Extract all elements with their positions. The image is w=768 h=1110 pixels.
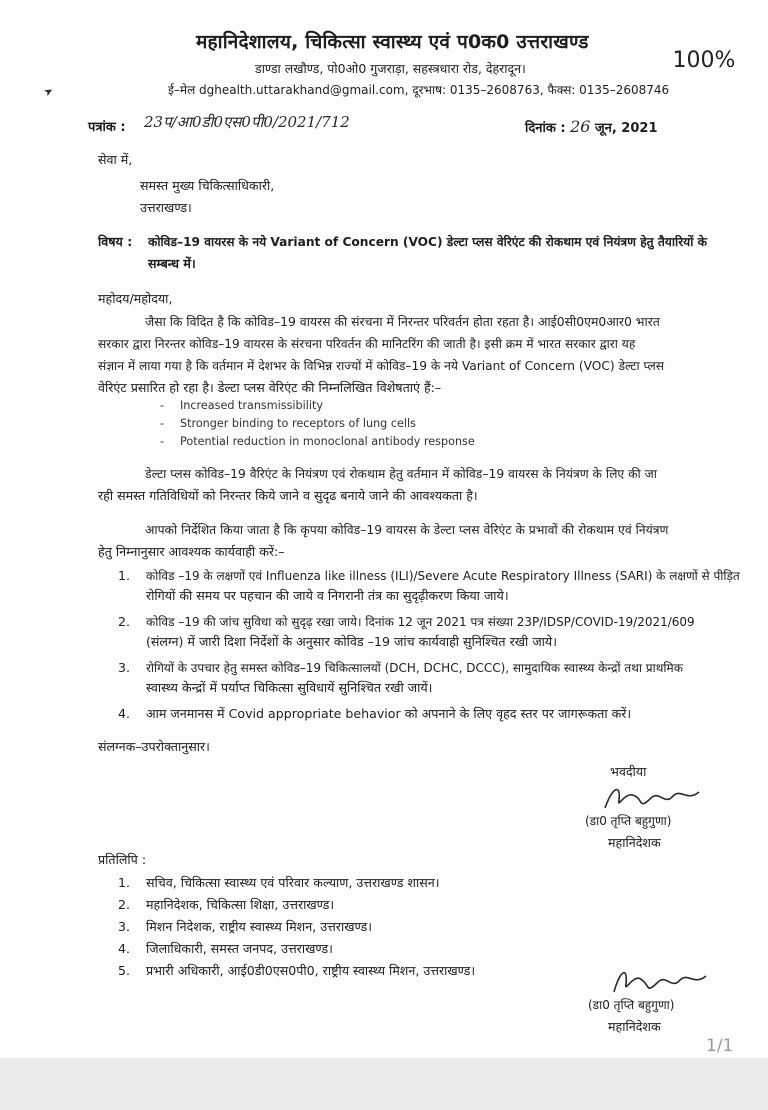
reference-label: पत्रांक : <box>88 120 126 135</box>
signatory-name: (डा0 तृप्ति बहुगुणा) <box>585 814 672 828</box>
action-list <box>118 566 748 730</box>
item-text-line: रोगियों के उपचार हेतु समस्त कोविड–19 चिकित्सालयों (DCH, DCHC, DCCC), सामुदायिक स्वास्थ्य केन्द्रों तथा प्राथमिक <box>146 661 683 675</box>
item-text-line: (संलग्न) में जारी दिशा निर्देशों के अनुसार कोविड –19 जांच कार्यवाही सुनिश्चित रखी जाये। <box>146 634 558 649</box>
item-text-line: आम जनमानस में Covid appropriate behavior को अपनाने के लिए वृहद स्तर पर जागरूकता करें। <box>146 706 632 721</box>
list-item <box>118 872 475 894</box>
date-month-year: जून, 2021 <box>594 121 658 136</box>
enclosure-note: संलग्नक–उपरोक्तानुसार। <box>98 739 210 754</box>
list-item: - Stronger binding to receptors of lung cells <box>160 415 475 433</box>
page-counter: 1/1 <box>706 1036 734 1056</box>
para1-line-1: जैसा कि विदित है कि कोविड–19 वायरस की संरचना में निरन्तर परिवर्तन होता रहता है। आई0सी0एम0आर0 भारत <box>145 314 660 329</box>
item-text: प्रभारी अधिकारी, आई0डी0एस0पी0, राष्ट्रीय स्वास्थ्य मिशन, उत्तराखण्ड। <box>146 963 476 978</box>
closing: भवदीया <box>610 764 647 779</box>
item-number: 4. <box>118 941 131 956</box>
item-text: महानिदेशक, चिकित्सा शिक्षा, उत्तराखण्ड। <box>146 897 335 912</box>
item-text-line: रोगियों की समय पर पहचान की जाये व निगरानी तंत्र का सुदृढ़ीकरण किया जाये। <box>146 588 509 603</box>
para3-line-2: हेतु निम्नानुसार आवश्यक कार्यवाही करें:– <box>98 544 285 559</box>
to-label: सेवा में, <box>98 152 133 167</box>
signatory-name-2: (डा0 तृप्ति बहुगुणा) <box>588 998 675 1012</box>
para1-line-4: वेरिएंट प्रसारित हो रहा है। डेल्टा प्लस वेरिएंट की निम्नलिखित विशेषताएं हैं:– <box>98 380 442 395</box>
list-item <box>118 612 748 652</box>
list-item <box>118 704 748 724</box>
signature-image <box>595 780 715 816</box>
letter-date <box>525 117 658 136</box>
mouse-cursor-icon: ➤ <box>41 83 56 100</box>
item-text: सचिव, चिकित्सा स्वास्थ्य एवं परिवार कल्याण, उत्तराखण्ड शासन। <box>146 875 440 890</box>
department-heading: महानिदेशालय, चिकित्सा स्वास्थ्य एवं प0क0 उत्तराखण्ड <box>196 31 589 53</box>
subject-line-1: कोविड–19 वायरस के नये Variant of Concern (VOC) डेल्टा प्लस वेरिएंट की रोकथाम एवं नियंत्रण हेतु तैयारियों के <box>148 235 708 249</box>
list-item: - Potential reduction in monoclonal antibody response <box>160 433 475 451</box>
list-item <box>118 938 475 960</box>
list-item <box>118 960 475 982</box>
list-item <box>118 658 748 698</box>
date-label: दिनांक : <box>525 121 566 136</box>
para1-line-3: संज्ञान में लाया गया है कि वर्तमान में देशभर के विभिन्न राज्यों में कोविड–19 के नये Variant of Concern (VOC) डेल्टा प्लस <box>98 359 664 373</box>
item-text: जिलाधिकारी, समस्त जनपद, उत्तराखण्ड। <box>146 941 333 956</box>
item-number: 3. <box>118 919 131 934</box>
viewer-bottom-bar <box>0 1058 768 1110</box>
list-item <box>118 894 475 916</box>
item-number: 1. <box>118 568 131 583</box>
department-contact: ई–मेल dghealth.uttarakhand@gmail.com, दूरभाष: 0135–2608763, फैक्स: 0135–2608746 <box>168 83 670 97</box>
item-number: 2. <box>118 614 131 629</box>
recipient-line-2: उत्तराखण्ड। <box>140 200 192 215</box>
reference-number: 23प/आ0डी0एस0पी0/2021/712 <box>144 113 350 131</box>
item-text-line: कोविड –19 की जांच सुविधा को सुदृढ़ रखा जाये। दिनांक 12 जून 2021 पत्र संख्या 23P/IDSP/COVID-19/2021/609 <box>146 615 695 629</box>
signatory-title: महानिदेशक <box>608 835 661 850</box>
para1-line-2: सरकार द्वारा निरन्तर कोविड–19 वायरस के संरचना परिवर्तन की मानिटरिंग की जाती है। इसी क्रम में भारत सरकार द्वारा यह <box>98 337 636 351</box>
list-item: - Increased transmissibility <box>160 397 475 415</box>
item-number: 1. <box>118 875 131 890</box>
feature-list <box>160 397 475 451</box>
recipient-line-1: समस्त मुख्य चिकित्साधिकारी, <box>140 178 275 193</box>
subject-line-2: सम्बन्ध में। <box>148 256 196 271</box>
signatory-title-2: महानिदेशक <box>608 1019 661 1034</box>
para2-line-1: डेल्टा प्लस कोविड–19 वैरिएंट के नियंत्रण एवं रोकथाम हेतु वर्तमान में कोविड–19 वायरस के नियंत्रण के लिए की जा <box>145 467 657 481</box>
item-number: 2. <box>118 897 131 912</box>
cc-label: प्रतिलिपि : <box>98 852 147 867</box>
item-number: 4. <box>118 706 131 721</box>
item-text: मिशन निदेशक, राष्ट्रीय स्वास्थ्य मिशन, उत्तराखण्ड। <box>146 919 373 934</box>
para3-line-1: आपको निर्देशित किया जाता है कि कृपया कोविड–19 वायरस के डेल्टा प्लस वेरिएंट के प्रभावों की रोकथाम एवं नियंत्रण <box>145 523 669 537</box>
item-number: 3. <box>118 660 131 675</box>
item-text-line: कोविड –19 के लक्षणों एवं Influenza like illness (ILI)/Severe Acute Respiratory Illness (SARI) के लक्षणों से पीड़ित <box>146 569 740 583</box>
zoom-level-indicator[interactable]: 100% <box>652 38 756 82</box>
salutation: महोदय/महोदया, <box>98 291 173 306</box>
signature-image <box>600 962 720 998</box>
subject-label: विषय : <box>98 234 133 249</box>
list-item <box>118 916 475 938</box>
item-text-line: स्वास्थ्य केन्द्रों में पर्याप्त चिकित्सा सुविधायें सुनिश्चित रखी जायें। <box>146 680 433 695</box>
list-item <box>118 566 748 606</box>
cc-list <box>118 872 475 982</box>
department-address: डाण्डा लखौण्ड, पो0ओ0 गुजराड़ा, सहस्त्रधारा रोड, देहरादून। <box>255 61 526 76</box>
date-day: 26 <box>570 117 591 136</box>
item-number: 5. <box>118 963 131 978</box>
para2-line-2: रही समस्त गतिविधियों को निरन्तर किये जाने व सुदृढ बनाये जाने की आवश्यकता है। <box>98 488 478 503</box>
